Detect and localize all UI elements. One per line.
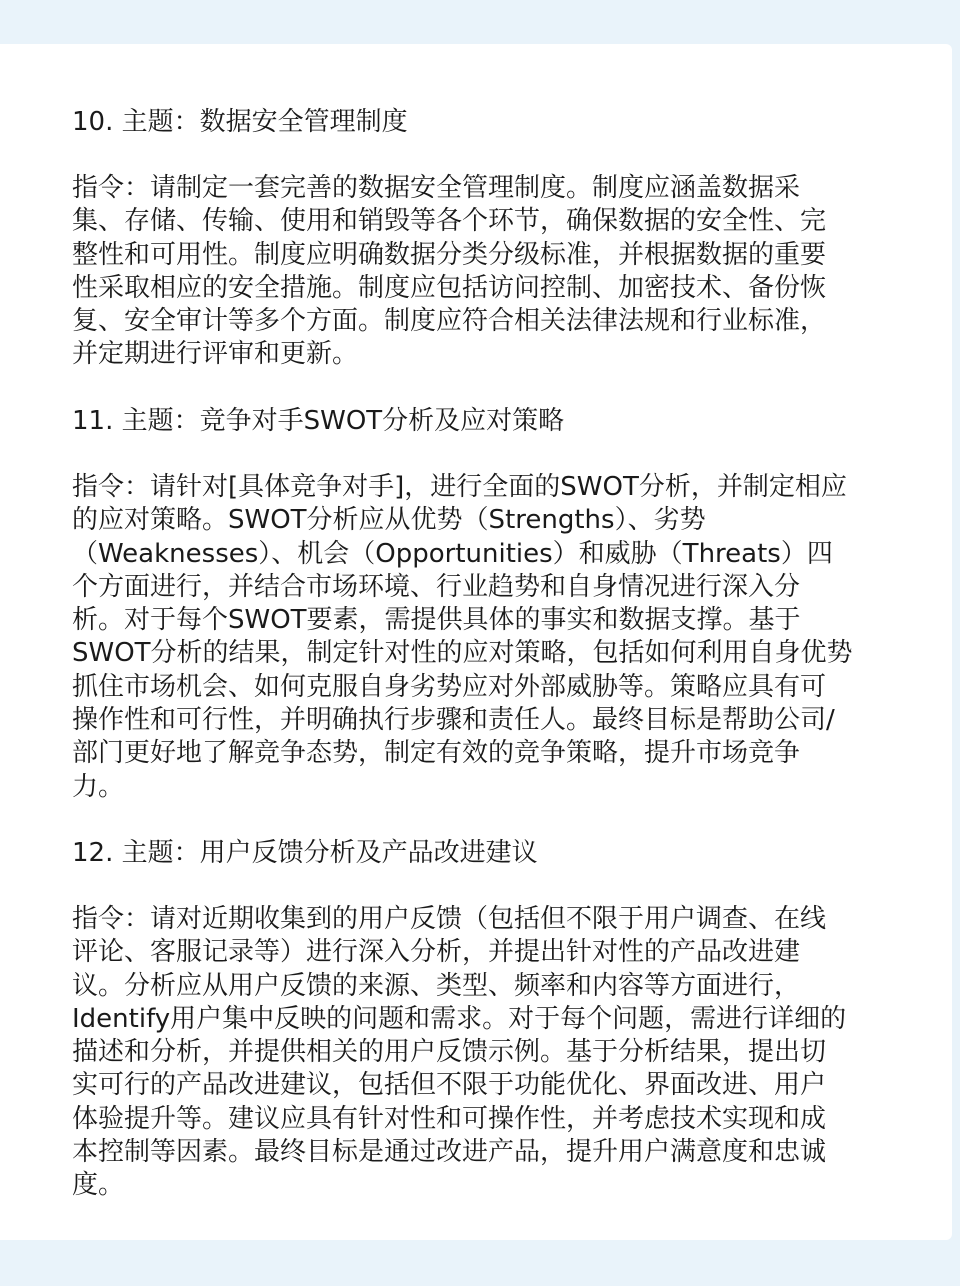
body-line: 集、存储、传输、使用和销毁等各个环节，确保数据的安全性、完 [72,206,827,237]
section-12 [72,837,896,1203]
section-body [72,172,896,372]
body-line: 议。分析应从用户反馈的来源、类型、频率和内容等方面进行， [72,970,801,1001]
body-line: 评论、客服记录等）进行深入分析，并提出针对性的产品改进建 [72,937,801,968]
section-heading: 10. 主题：数据安全管理制度 [72,107,408,137]
body-line: 本控制等因素。最终目标是通过改进产品，提升用户满意度和忠诚 [72,1137,827,1168]
section-body [72,903,896,1203]
body-line: 力。 [72,771,125,802]
body-line: Identify用户集中反映的问题和需求。对于每个问题，需进行详细的 [72,1003,847,1034]
document-card [0,44,952,1240]
body-line: 指令：请针对[具体竞争对手]，进行全面的SWOT分析，并制定相应 [72,472,847,502]
body-line: （Weaknesses）、机会（Opportunities）和威胁（Threats）四 [72,538,833,569]
body-line: 整性和可用性。制度应明确数据分类分级标准，并根据数据的重要 [72,239,827,270]
body-line: 个方面进行，并结合市场环境、行业趋势和自身情况进行深入分 [72,571,801,602]
body-line: 析。对于每个SWOT要素，需提供具体的事实和数据支撑。基于 [72,605,801,636]
body-line: SWOT分析的结果，制定针对性的应对策略，包括如何利用自身优势 [72,638,853,669]
body-line: 实可行的产品改进建议，包括但不限于功能优化、界面改进、用户 [72,1070,827,1101]
body-line: 性采取相应的安全措施。制度应包括访问控制、加密技术、备份恢 [72,272,827,303]
body-line: 操作性和可行性，并明确执行步骤和责任人。最终目标是帮助公司/ [72,705,835,736]
section-heading: 12. 主题：用户反馈分析及产品改进建议 [72,838,538,868]
section-body [72,471,896,804]
body-line: 指令：请对近期收集到的用户反馈（包括但不限于用户调查、在线 [72,904,827,934]
body-line: 的应对策略。SWOT分析应从优势（Strengths）、劣势 [72,505,706,536]
body-line: 并定期进行评审和更新。 [72,339,359,370]
section-10 [72,106,896,372]
body-line: 指令：请制定一套完善的数据安全管理制度。制度应涵盖数据采 [72,173,801,203]
body-line: 抓住市场机会、如何克服自身劣势应对外部威胁等。策略应具有可 [72,671,827,702]
section-heading: 11. 主题：竞争对手SWOT分析及应对策略 [72,406,565,436]
body-line: 复、安全审计等多个方面。制度应符合相关法律法规和行业标准， [72,306,827,337]
body-line: 描述和分析，并提供相关的用户反馈示例。基于分析结果，提出切 [72,1037,827,1068]
body-line: 度。 [72,1170,125,1201]
body-line: 部门更好地了解竞争态势，制定有效的竞争策略，提升市场竞争 [72,738,801,769]
body-line: 体验提升等。建议应具有针对性和可操作性，并考虑技术实现和成 [72,1103,827,1134]
section-11 [72,405,896,804]
